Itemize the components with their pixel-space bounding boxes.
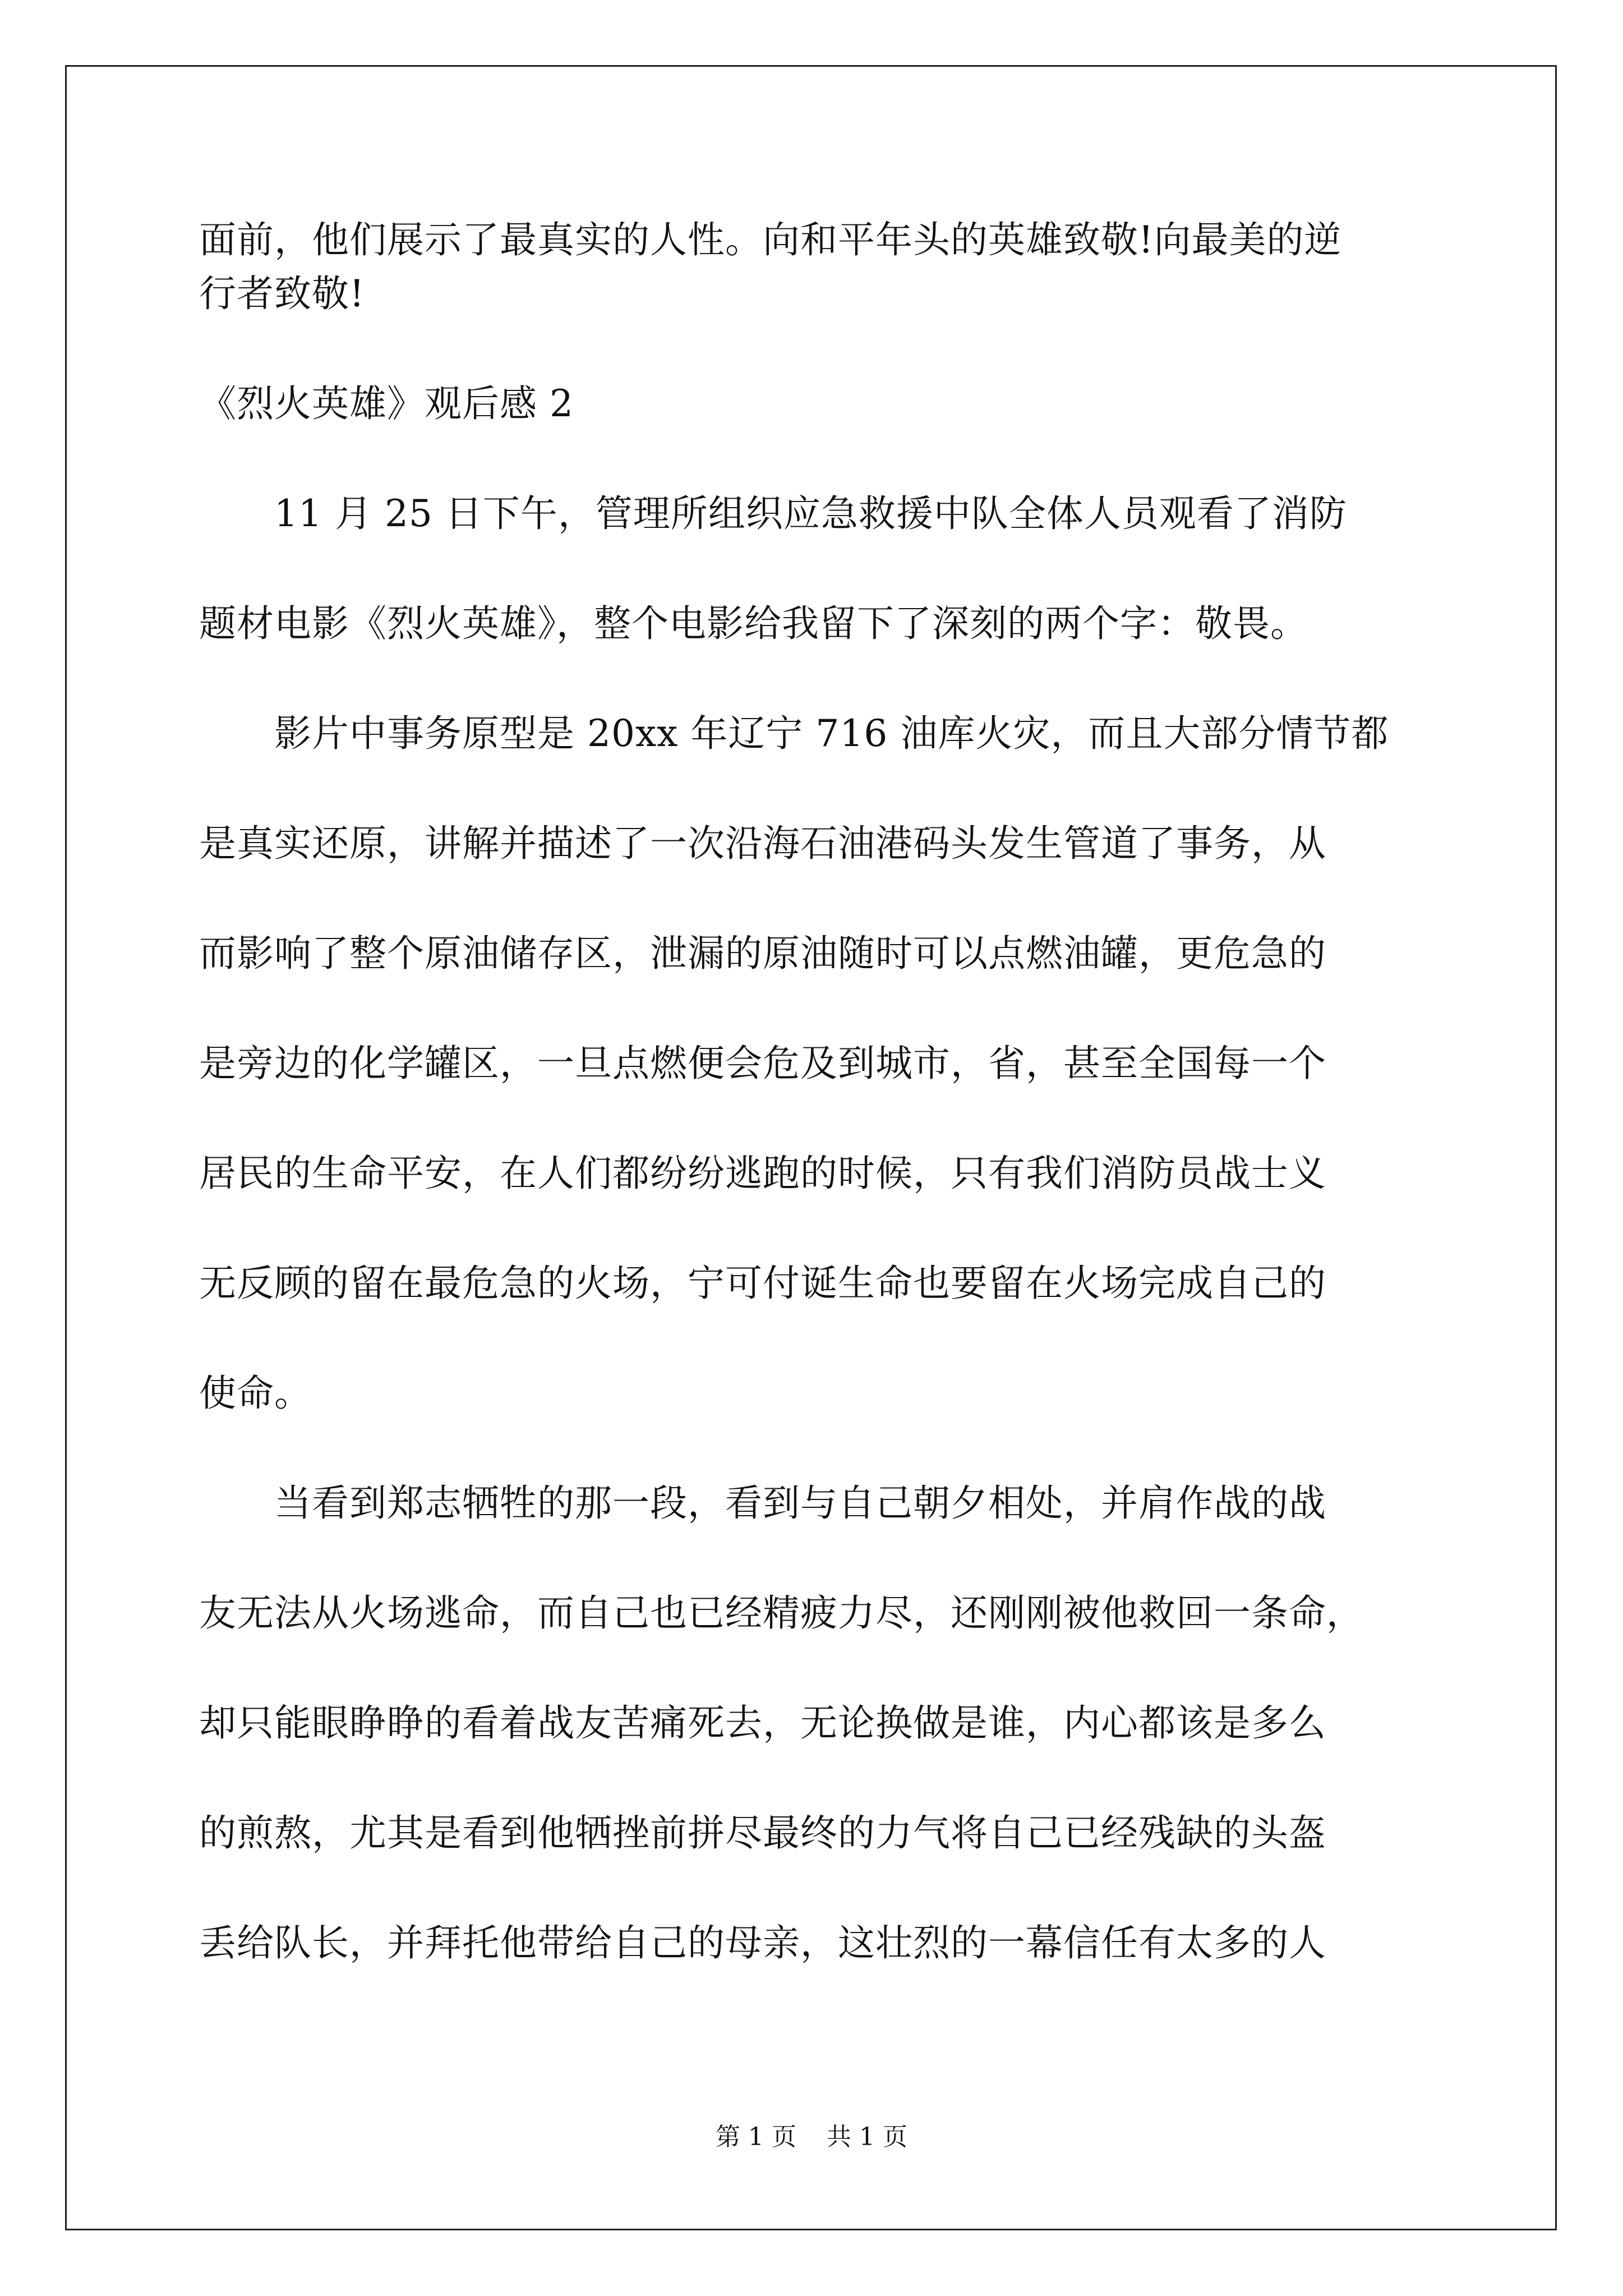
text-line: 11 月 25 日下午，管理所组织应急救援中队全体人员观看了消防 (199, 492, 1347, 535)
page-total: 共 1 页 (827, 2123, 907, 2151)
document-body (199, 213, 1427, 1970)
text-line: 友无法从火场逃命，而自己也已经精疲力尽，还刚刚被他救回一条命， (199, 1591, 1364, 1635)
text-line: 的煎熬，尤其是看到他牺挫前拼尽最终的力气将自己已经残缺的头盔 (199, 1811, 1326, 1855)
text-line: 丢给队长，并拜托他带给自己的母亲，这壮烈的一幕信任有太多的人 (199, 1921, 1326, 1964)
text-line: 是真实还原，讲解并描述了一次沿海石油港码头发生管道了事务，从 (199, 822, 1326, 865)
text-line: 是旁边的化学罐区，一旦点燃便会危及到城市，省，甚至全国每一个 (199, 1042, 1326, 1085)
text-line: 居民的生命平安，在人们都纷纷逃跑的时候，只有我们消防员战士义 (199, 1152, 1326, 1195)
text-line: 使命。 (199, 1372, 312, 1415)
page-number: 第 1 页 (716, 2123, 796, 2151)
text-line: 影片中事务原型是 20xx 年辽宁 716 油库火灾，而且大部分情节都 (199, 712, 1389, 755)
text-line: 面前，他们展示了最真实的人性。向和平年头的英雄致敬!向最美的逆 (199, 218, 1342, 261)
page-footer (0, 2120, 1623, 2154)
text-line: 无反顾的留在最危急的火场，宁可付诞生命也要留在火场完成自己的 (199, 1262, 1326, 1305)
text-line: 当看到郑志牺牲的那一段，看到与自己朝夕相处，并肩作战的战 (199, 1481, 1326, 1525)
text-line: 题材电影《烈火英雄》，整个电影给我留下了深刻的两个字：敬畏。 (199, 602, 1308, 645)
text-line: 而影响了整个原油储存区，泄漏的原油随时可以点燃油罐，更危急的 (199, 932, 1326, 975)
text-line: 行者致敬! (199, 272, 365, 315)
text-line: 却只能眼睁睁的看着战友苦痛死去，无论换做是谁，内心都该是多么 (199, 1701, 1326, 1745)
section-heading: 《烈火英雄》观后感 2 (199, 382, 574, 425)
